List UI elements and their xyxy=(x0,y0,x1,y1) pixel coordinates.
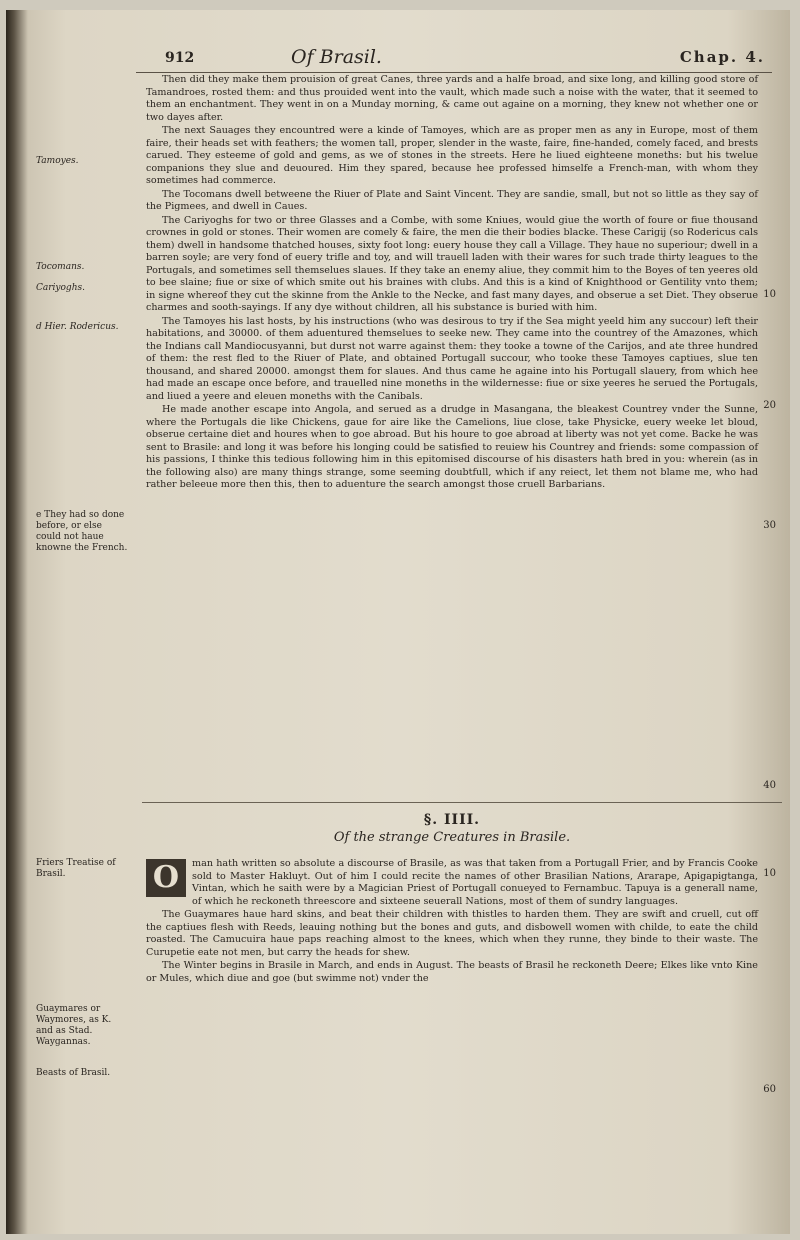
paragraph: Then did they make them prouision of great Canes, three yards and a halfe broad, and sixe long, and killing good store of Tamandroes, rosted them: and thus prouided went into the vault, which made such a noise with the water, that it seemed to them an enchantment. They went in on a Munday morning, & came out againe on a morning, they knew not whether one or two dayes after. xyxy=(146,74,758,123)
section-number: §. IIII. xyxy=(423,812,481,828)
line-number: 40 xyxy=(763,780,776,791)
running-title: Of Brasil. xyxy=(291,46,382,68)
line-number: 30 xyxy=(763,520,776,531)
header-rule xyxy=(136,72,772,73)
chapter-mark: Chap. 4. xyxy=(679,48,765,66)
page-number: 912 xyxy=(165,50,195,66)
section-heading xyxy=(146,812,758,845)
line-number: 10 xyxy=(763,868,776,879)
margin-note: Friers Treatise of Brasil. xyxy=(36,858,116,879)
margin-note: Guaymares or Waymores, as K. and as Stad. Waygannas. xyxy=(36,1004,112,1047)
line-number: 10 xyxy=(763,289,776,300)
line-number: 20 xyxy=(763,400,776,411)
paragraph: The Winter begins in Brasile in March, and ends in August. The beasts of Brasil he reckoneth Deere; Elkes like vnto Kine or Mules, which diue and goe (but swimme not) vnder the xyxy=(146,960,758,984)
page-header xyxy=(131,42,771,68)
paragraph: The Tamoyes his last hosts, by his instructions (who was desirous to try if the Sea might yeeld him any succour) left their habitations, and 30000. of them aduentured themselues to seeke new. They came into the countrey of the Amazones, which the Indians call Mandiocusyanni, but durst not warre against them: they tooke a towne of the Carijos, and ate three hundred of them: the rest fled to the Riuer of Plate, and obtained Portugall succour, who tooke these Tamoyes captiues, slue ten thousand, and shared 20000. amongst them for slaues. And thus came he againe into his Portugall slauery, from which hee had made an escape once before, and trauelled nine moneths in the wildernesse: fiue or sixe yeeres he serued the Portugals, and liued a yeere and eleuen moneths with the Canibals. xyxy=(146,315,758,402)
section-rule xyxy=(142,802,782,803)
paragraph: The Cariyoghs for two or three Glasses and a Combe, with some Kniues, would giue the worth of foure or fiue thousand crownes in gold or stones. Their women are comely & faire, the men die their bodies blacke. These Carigij (so Rodericus cals them) dwell in handsome thatched houses, sixty foot long: euery house they call a Village. They haue no superiour; dwell in a barren soyle; are very fond of euery trifle and toy, and will trauell laden with their wares for such trade thirty leagues to the Portugals, and sometimes sell themselues slaues. If they take an enemy aliue, they commit him to the Boyes of ten yeeres old to bee slaine; fiue or sixe of which smite out his braines with clubs. And this is a kind of Knighthood or Gentility vnto them; in signe whereof they cut the skinne from the Ankle to the Necke, and fast many dayes, and obserue a set Diet. They obserue charmes and sooth-sayings. If any dye without children, all his substance is buried with him. xyxy=(146,214,758,313)
margin-note: Beasts of Brasil. xyxy=(36,1068,111,1078)
margin-note: e They had so done before, or else could not haue knowne the French. xyxy=(36,510,128,553)
main-text xyxy=(146,74,758,493)
paragraph: The Tocomans dwell betweene the Riuer of Plate and Saint Vincent. They are sandie, small, but not so little as they say of the Pigmees, and dwell in Caues. xyxy=(146,188,758,212)
paragraph: The next Sauages they encountred were a kinde of Tamoyes, which are as proper men as any in Europe, most of them faire, their heads set with feathers; the women tall, proper, slender in the waste, faire, fine-handed, comely faced, and brests carued. They esteeme of gold and gems, as we of stones in the streets. Here he liued eighteene moneths: but his twelue companions they slue and deuoured. Him they spared, because hee professed himselfe a French-man, with whom they sometimes had commerce. xyxy=(146,125,758,186)
paragraph: He made another escape into Angola, and serued as a drudge in Masangana, the bleakest Countrey vnder the Sunne, where the Portugals die like Chickens, gaue for aire like the Camelions, liue close, take Physicke, euery weeke let bloud, obserue certaine diet and houres when to goe abroad. But his houre to goe abroad at liberty was not yet come. Backe he was sent to Brasile: and long it was before his longing could be satisfied to reuiew his Countrey and friends: some compassion of his passions, I thinke this tedious following him in this epitomised discourse of his disasters hath bred in you: wherein (as in the following also) are many things strange, some seeming doubtfull, which if any reiect, let them not blame me, who had rather beleeue more then this, then to aduenture the search amongst those cruell Barbarians. xyxy=(146,404,758,490)
paragraph: The Guaymares haue hard skins, and beat their children with thistles to harden them. They are swift and cruell, cut off the captiues flesh with Reeds, leauing nothing but the bones and guts, and disbowell women with childe, to eate the child roasted. The Camucuira haue paps reaching almost to the knees, which when they runne, they binde to their waste. The Curupetie eate not men, but carry the heads for shew. xyxy=(146,909,758,958)
page-inner xyxy=(6,10,790,1234)
section-title: Of the strange Creatures in Brasile. xyxy=(333,830,571,845)
book-page xyxy=(6,10,790,1234)
margin-note: Cariyoghs. xyxy=(36,283,85,293)
margin-note: Tamoyes. xyxy=(36,156,79,166)
margin-note: Tocomans. xyxy=(36,262,85,272)
line-number: 60 xyxy=(763,1084,776,1095)
paragraph: man hath written so absolute a discourse of Brasile, as was that taken from a Portugall Frier, and by Francis Cooke sold to Master Hakluyt. Out of him I could recite the names of other Brasilian Nations, Ararape, Apigapigtanga, Vintan, which he saith were by a Magician Priest of Portugall conueyed to Fernambuc. Tapuya is a generall name, of which he reckoneth threescore and sixteene seuerall Nations, most of them of sundry languages. xyxy=(192,858,758,907)
section-text xyxy=(146,858,758,986)
drop-cap: O xyxy=(146,859,186,897)
margin-note: d Hier. Rodericus. xyxy=(36,322,119,332)
